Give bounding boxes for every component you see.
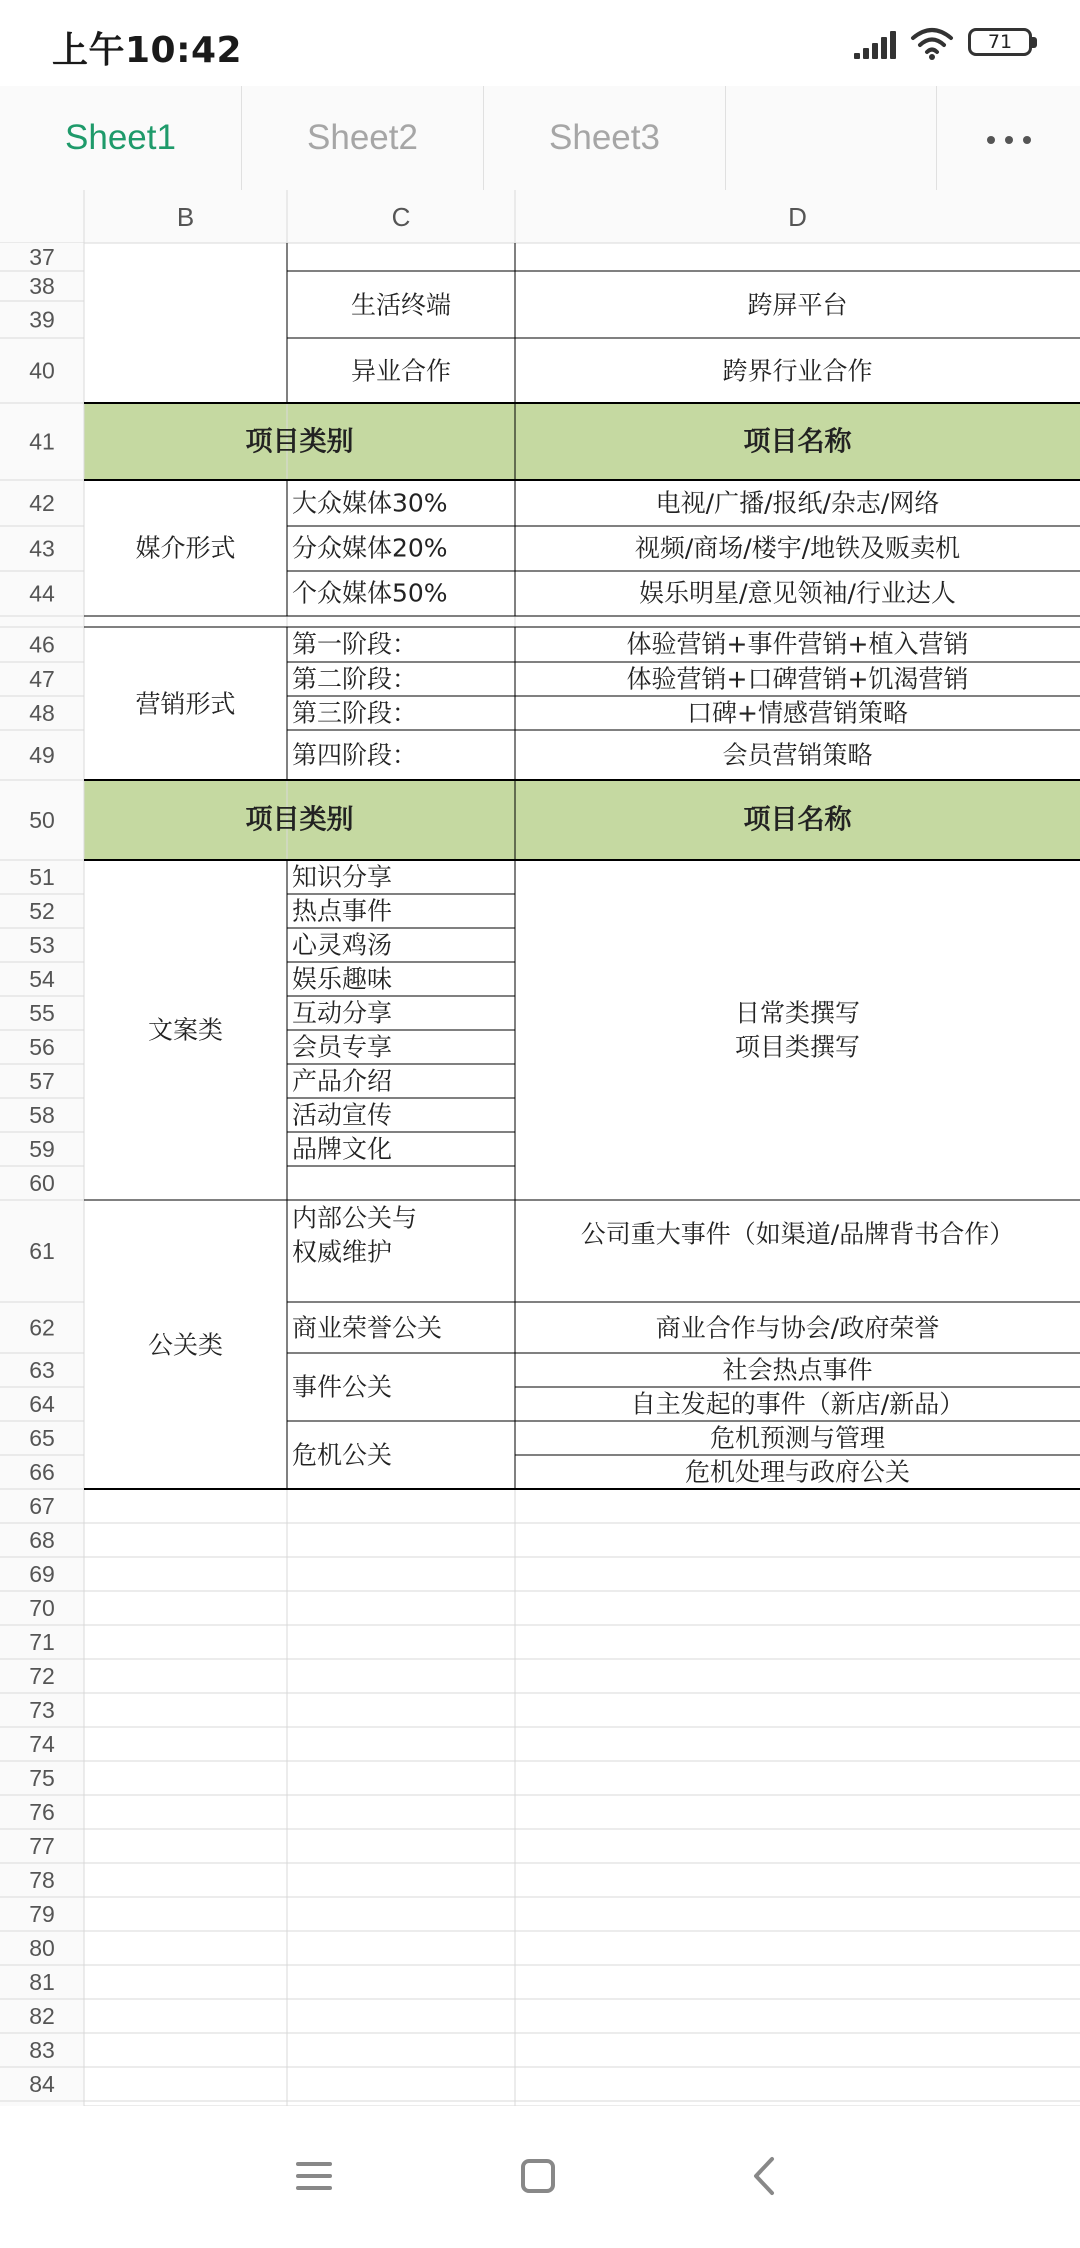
cell-c-65: 危机公关	[292, 1440, 393, 1470]
row-number: 73	[29, 1697, 55, 1723]
cell-c-52: 热点事件	[292, 896, 393, 926]
signal-icon	[854, 31, 898, 61]
cell-b-51: 文案类	[147, 1015, 224, 1045]
row-number: 72	[29, 1663, 55, 1689]
row-number: 82	[29, 2003, 55, 2029]
row-number: 56	[29, 1034, 55, 1060]
row-number: 47	[29, 666, 55, 692]
column-header-c: C	[391, 202, 411, 232]
row-number: 84	[29, 2071, 55, 2097]
cell-c-63: 事件公关	[292, 1372, 393, 1402]
cell-b-46: 营销形式	[135, 689, 236, 719]
sheet-tab-bar	[0, 86, 1080, 191]
row-number: 39	[29, 306, 55, 333]
cell-c-40: 异业合作	[350, 356, 452, 386]
row-number: 64	[29, 1391, 55, 1417]
cell-c-49: 第四阶段：	[292, 740, 418, 770]
cell-d-51-line2: 项目类撰写	[734, 1032, 861, 1062]
row-number: 52	[29, 898, 55, 924]
cell-c-42: 大众媒体30%	[292, 488, 448, 518]
cell-c-61-line1: 内部公关与	[292, 1203, 418, 1233]
system-nav-bar	[0, 2106, 1080, 2244]
row-number: 46	[29, 631, 55, 658]
spreadsheet-grid[interactable]	[0, 190, 1080, 2106]
row-number: 40	[29, 357, 55, 384]
cell-c-47: 第二阶段：	[292, 664, 418, 694]
cell-c-38: 生活终端	[350, 290, 452, 320]
tab-sheet3[interactable]: Sheet3	[484, 86, 726, 190]
cell-c-58: 活动宣传	[292, 1100, 393, 1130]
row-number: 37	[29, 244, 55, 270]
cell-d-42: 电视/广播/报纸/杂志/网络	[655, 488, 940, 518]
column-header-d: D	[788, 202, 807, 232]
row-number: 59	[29, 1136, 55, 1162]
menu-icon[interactable]	[244, 2106, 384, 2244]
row-number: 61	[29, 1238, 55, 1264]
row-number: 60	[29, 1170, 55, 1196]
cell-c-43: 分众媒体20%	[292, 533, 448, 563]
cell-d-62: 商业合作与协会/政府荣誉	[655, 1313, 940, 1343]
header-project-category: 项目类别	[245, 426, 354, 458]
wifi-icon	[910, 26, 954, 62]
cell-d-46: 体验营销+事件营销+植入营销	[626, 629, 969, 659]
cell-d-40: 跨界行业合作	[722, 356, 873, 386]
row-number: 48	[29, 700, 55, 726]
row-number: 44	[29, 580, 55, 607]
cell-c-56: 会员专享	[292, 1032, 393, 1062]
column-header-b: B	[176, 202, 195, 232]
row-number: 49	[29, 742, 55, 768]
cell-c-44: 个众媒体50%	[292, 578, 448, 608]
row-number: 53	[29, 932, 55, 958]
cell-c-61-line2: 权威维护	[292, 1237, 393, 1267]
more-dots-icon[interactable]	[936, 86, 1080, 190]
row-number: 43	[29, 535, 55, 562]
cell-d-43: 视频/商场/楼宇/地铁及贩卖机	[634, 533, 961, 563]
row-number: 80	[29, 1935, 55, 1961]
cell-d-63: 社会热点事件	[722, 1355, 873, 1385]
cell-c-46: 第一阶段：	[292, 629, 418, 659]
battery-level: 71	[987, 31, 1013, 53]
header-project-category-2: 项目类别	[245, 804, 354, 836]
cell-c-48: 第三阶段：	[292, 698, 418, 728]
row-number: 74	[29, 1731, 55, 1757]
cell-c-55: 互动分享	[292, 998, 393, 1028]
cell-c-54: 娱乐趣味	[292, 964, 393, 994]
cell-d-47: 体验营销+口碑营销+饥渴营销	[626, 664, 969, 694]
row-number: 79	[29, 1901, 55, 1927]
row-number: 50	[29, 807, 55, 833]
header-row-41-fill	[84, 403, 1080, 480]
row-number: 57	[29, 1068, 55, 1094]
header-project-name-2: 项目名称	[743, 804, 852, 836]
tab-sheet2[interactable]: Sheet2	[242, 86, 484, 190]
row-number: 55	[29, 1000, 55, 1026]
cell-c-59: 品牌文化	[292, 1134, 393, 1164]
row-number: 38	[29, 273, 55, 299]
row-number: 63	[29, 1357, 55, 1383]
row-number: 68	[29, 1527, 55, 1553]
header-project-name: 项目名称	[743, 426, 852, 458]
cell-d-49: 会员营销策略	[722, 740, 873, 770]
row-number: 75	[29, 1765, 55, 1791]
row-number: 67	[29, 1493, 55, 1519]
cell-d-61: 公司重大事件（如渠道/品牌背书合作）	[580, 1219, 1015, 1249]
cell-d-66: 危机处理与政府公关	[684, 1457, 911, 1487]
cell-d-65: 危机预测与管理	[709, 1423, 886, 1453]
cell-c-51: 知识分享	[292, 862, 393, 892]
row-number: 77	[29, 1833, 55, 1859]
status-bar	[0, 0, 1080, 86]
row-number: 71	[29, 1629, 55, 1655]
row-number: 66	[29, 1459, 55, 1485]
row-number: 54	[29, 966, 55, 992]
row-number: 69	[29, 1561, 55, 1587]
cell-c-57: 产品介绍	[292, 1066, 393, 1096]
cell-d-38: 跨屏平台	[747, 290, 848, 320]
grid-canvas	[0, 190, 1080, 2106]
home-icon[interactable]	[468, 2106, 608, 2244]
row-number: 42	[29, 490, 55, 516]
row-number: 65	[29, 1425, 55, 1451]
row-number: 70	[29, 1595, 55, 1621]
row-number: 51	[29, 864, 55, 890]
cell-d-48: 口碑+情感营销策略	[687, 698, 908, 728]
cell-c-53: 心灵鸡汤	[292, 930, 393, 960]
row-number: 58	[29, 1102, 55, 1128]
clock: 上午10:42	[52, 30, 243, 71]
cell-d-64: 自主发起的事件（新店/新品）	[630, 1389, 965, 1419]
cell-b-61: 公关类	[147, 1330, 224, 1360]
row-number: 83	[29, 2037, 55, 2063]
row-number: 76	[29, 1799, 55, 1825]
header-row-50-fill	[84, 780, 1080, 860]
row-number: 62	[29, 1314, 55, 1341]
column-header-bg	[0, 190, 1080, 243]
tab-sheet1[interactable]: Sheet1	[0, 86, 242, 190]
row-number: 78	[29, 1867, 55, 1893]
cell-c-62: 商业荣誉公关	[292, 1313, 443, 1343]
row-number: 41	[29, 428, 55, 455]
cell-d-44: 娱乐明星/意见领袖/行业达人	[639, 578, 956, 608]
cell-d-51-line1: 日常类撰写	[734, 998, 861, 1028]
row-number: 81	[29, 1969, 55, 1995]
back-icon[interactable]	[694, 2106, 834, 2244]
battery-icon	[968, 28, 1040, 62]
cell-b-42: 媒介形式	[135, 533, 236, 563]
